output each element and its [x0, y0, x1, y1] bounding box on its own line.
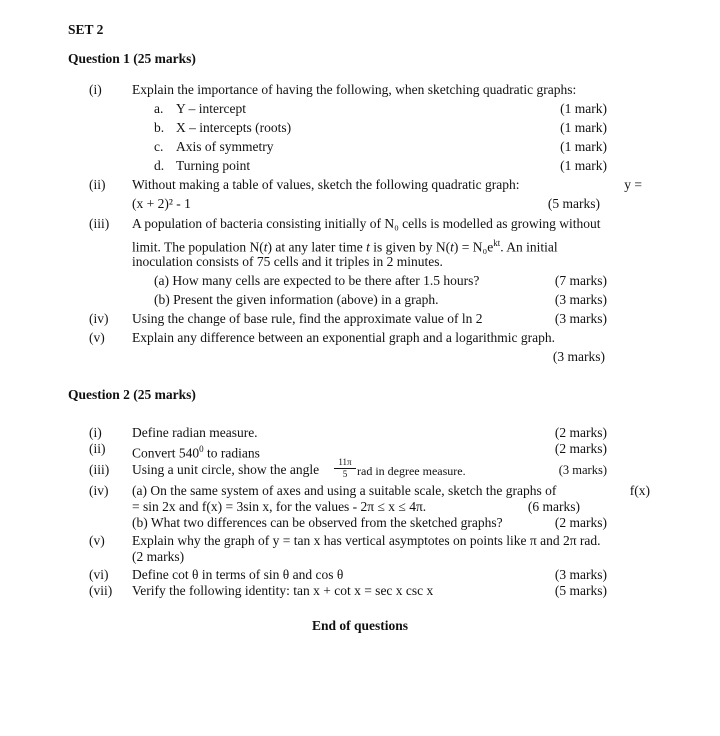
q1-iv-text: Using the change of base rule, find the approximate value of ln 2 [132, 311, 483, 326]
q2-iii-text-b: rad in degree measure. [357, 464, 466, 478]
q2-v-number: (v) [89, 533, 105, 548]
q1-i-a-marks: (1 mark) [560, 101, 607, 116]
end-of-questions: End of questions [311, 618, 409, 633]
q1-iv-number: (iv) [89, 311, 109, 326]
q1-iii-var-t-2: t [366, 239, 370, 255]
q2-iv-line1-end: f(x) [629, 483, 650, 498]
q2-ii-text-b: to radians [203, 445, 260, 461]
q2-vii-number: (vii) [89, 583, 113, 598]
set-title: SET 2 [68, 22, 104, 37]
q1-iii-var-t-1: t [263, 239, 268, 255]
q1-iii-line3: inoculation consists of 75 cells and it triples in 2 minutes. [132, 254, 443, 269]
q2-vi-marks: (3 marks) [554, 567, 607, 582]
q2-ii-number: (ii) [89, 441, 106, 456]
q2-ii-degree: 0 [199, 444, 204, 454]
q1-ii-line2: (x + 2)² - 1 [132, 196, 191, 211]
q2-iv-line3-marks: (2 marks) [554, 515, 607, 530]
q1-i-d-letter: d. [154, 158, 165, 173]
question-2-heading: Question 2 (25 marks) [68, 387, 196, 402]
q2-i-marks: (2 marks) [554, 425, 607, 440]
q1-i-a-text: Y – intercept [176, 101, 246, 116]
q1-iii-line2b: ) at any later time [267, 239, 367, 255]
q2-i-text: Define radian measure. [132, 425, 258, 440]
q1-i-d-text: Turning point [176, 158, 251, 173]
q1-iii-line2e: . An initial [500, 239, 558, 255]
q2-iii-fraction-numerator: 11π [334, 458, 356, 469]
q2-vii-marks: (5 marks) [554, 583, 607, 598]
q1-i-d-marks: (1 mark) [560, 158, 607, 173]
q1-iv-marks: (3 marks) [554, 311, 607, 326]
q1-ii-marks: (5 marks) [547, 196, 600, 211]
q1-ii-number: (ii) [89, 177, 106, 192]
q1-ii-line1: Without making a table of values, sketch the following quadratic graph: [132, 177, 520, 192]
q1-i-b-marks: (1 mark) [560, 120, 607, 135]
q1-iii-line2a: limit. The population N( [132, 239, 264, 255]
q2-iii-fraction-denominator: 5 [342, 469, 348, 479]
q2-iv-line1: (a) On the same system of axes and using a suitable scale, sketch the graphs of [132, 483, 557, 498]
q1-i-number: (i) [89, 82, 102, 97]
q1-iii-var-t-3: t [450, 239, 454, 255]
q1-i-c-marks: (1 mark) [560, 139, 607, 154]
q1-i-b-text: X – intercepts (roots) [176, 120, 292, 135]
q1-iii-b-marks: (3 marks) [554, 292, 607, 307]
q1-i-c-text: Axis of symmetry [176, 139, 274, 154]
q2-i-number: (i) [89, 425, 102, 440]
q1-iii-line2d: ) = N₀e [453, 239, 494, 255]
q2-iv-line2-marks: (6 marks) [527, 499, 580, 514]
q1-v-marks: (3 marks) [552, 349, 605, 364]
q2-iv-line2: = sin 2x and f(x) = 3sin x, for the values - 2π ≤ x ≤ 4π. [132, 499, 427, 514]
q1-iii-a-text: (a) How many cells are expected to be there after 1.5 hours? [154, 273, 480, 288]
q2-ii-marks: (2 marks) [554, 441, 607, 456]
q1-iii-line1: A population of bacteria consisting initially of N₀ cells is modelled as growing without [132, 216, 601, 231]
q1-iii-line2c: is given by N( [369, 239, 451, 255]
q2-ii-text-a: Convert 540 [132, 445, 200, 461]
q1-iii-number: (iii) [89, 216, 110, 231]
q1-iii-a-marks: (7 marks) [554, 273, 607, 288]
q2-vi-number: (vi) [89, 567, 109, 582]
q1-iii-exponent: kt [493, 238, 501, 248]
q2-vii-text: Verify the following identity: tan x + cot x = sec x csc x [132, 583, 434, 598]
q1-i-text: Explain the importance of having the following, when sketching quadratic graphs: [132, 82, 577, 97]
q2-iii-marks: (3 marks) [558, 463, 607, 477]
q1-ii-line1-end: y = [624, 177, 642, 192]
q2-iii-fraction [334, 458, 356, 479]
q2-iv-line3: (b) What two differences can be observed from the sketched graphs? [132, 515, 503, 530]
q1-iii-b-text: (b) Present the given information (above) in a graph. [154, 292, 439, 307]
q2-iv-number: (iv) [89, 483, 109, 498]
question-1-heading: Question 1 (25 marks) [68, 51, 196, 66]
q2-v-line1: Explain why the graph of y = tan x has vertical asymptotes on points like π and 2π rad. [132, 533, 601, 548]
q2-v-line2: (2 marks) [132, 549, 185, 564]
q1-i-c-letter: c. [154, 139, 164, 154]
q2-iii-number: (iii) [89, 462, 110, 477]
q2-iii-text-a: Using a unit circle, show the angle [132, 462, 320, 477]
q1-v-number: (v) [89, 330, 105, 345]
q2-vi-text: Define cot θ in terms of sin θ and cos θ [132, 567, 344, 582]
q2-ii-text [132, 441, 260, 462]
q1-i-b-letter: b. [154, 120, 165, 135]
q1-v-text: Explain any difference between an exponential graph and a logarithmic graph. [132, 330, 555, 345]
q1-i-a-letter: a. [154, 101, 164, 116]
q1-iii-line2 [132, 235, 558, 256]
